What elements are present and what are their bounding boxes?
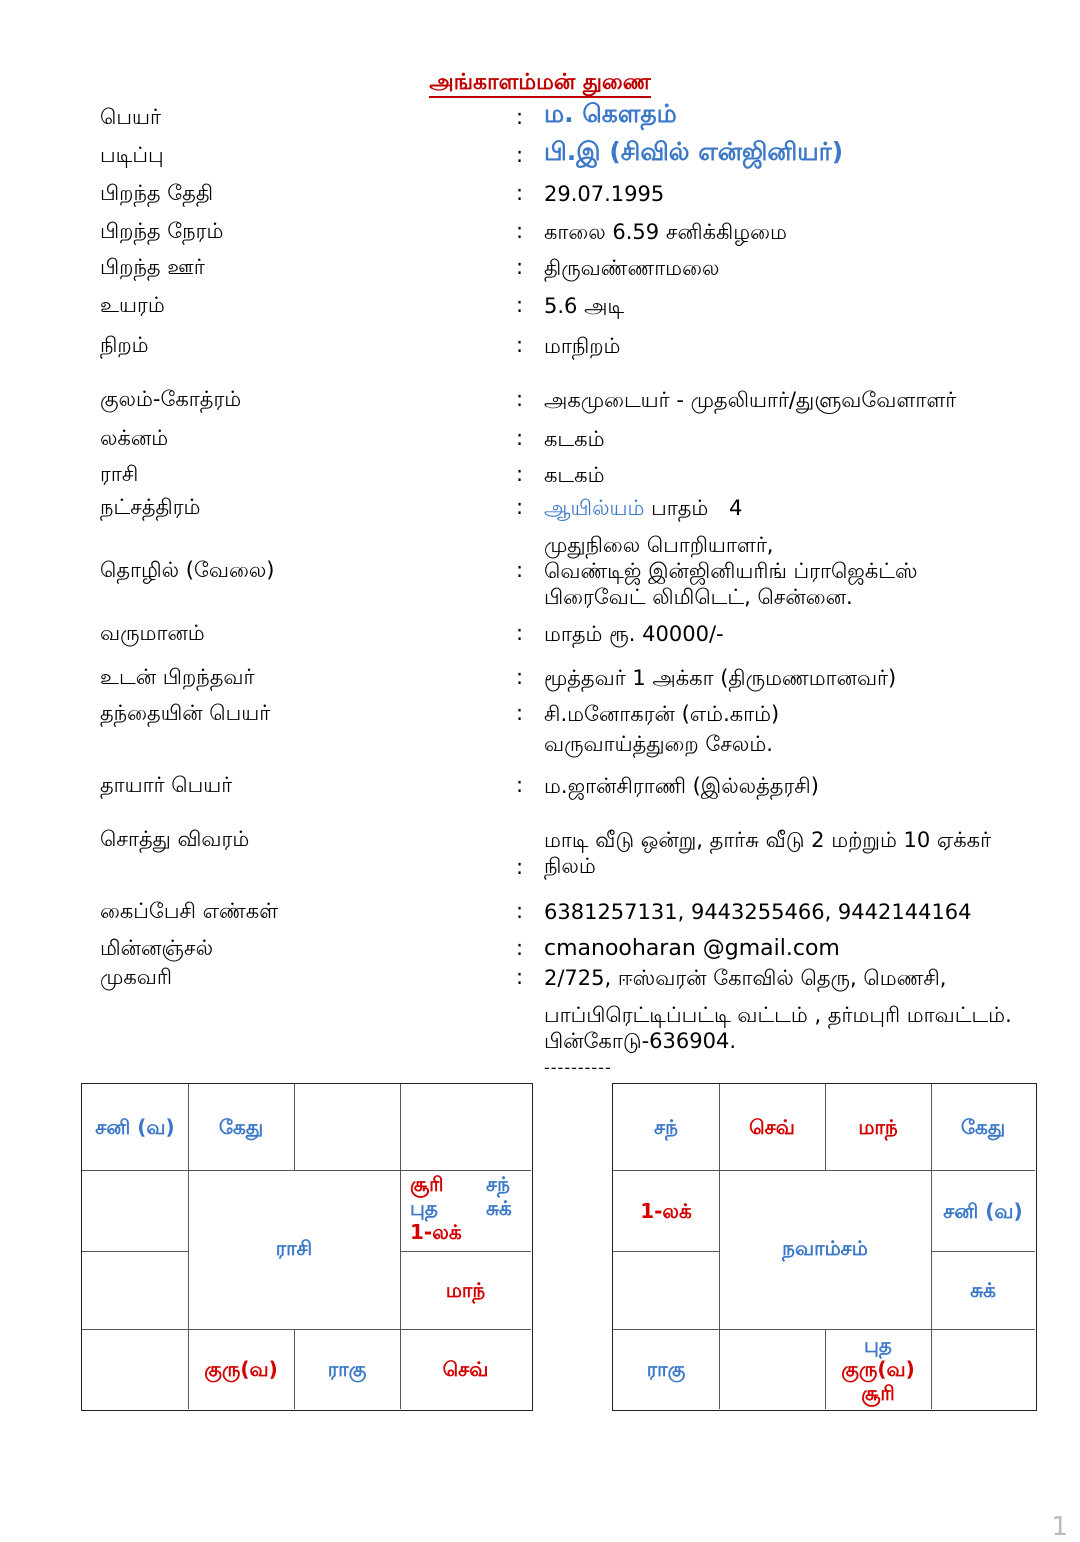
height-label: உயரம் bbox=[100, 293, 165, 317]
email-value: cmanooharan @gmail.com bbox=[544, 936, 840, 961]
phones-value: 6381257131, 9443255466, 9442144164 bbox=[544, 900, 972, 924]
navamsam-cell-8 bbox=[825, 1329, 931, 1409]
lagnam-value: கடகம் bbox=[544, 427, 605, 451]
grid-line bbox=[82, 1251, 188, 1252]
star-padam-value: 4 bbox=[729, 496, 743, 520]
dob-value: 29.07.1995 bbox=[544, 182, 665, 206]
income-label: வருமானம் bbox=[100, 621, 205, 645]
tob-label: பிறந்த நேரம் bbox=[100, 219, 224, 243]
rasi-value: கடகம் bbox=[544, 463, 605, 487]
job-line-2: வெண்டிஜ் இன்ஜினியரிங் ப்ராஜெக்ட்ஸ் bbox=[544, 559, 918, 583]
email-label: மின்னஞ்சல் bbox=[100, 936, 214, 960]
name-value: ம. கௌதம் bbox=[544, 99, 677, 128]
colon: : bbox=[516, 426, 524, 450]
address-label: முகவரி bbox=[100, 965, 172, 989]
phones-label: கைப்பேசி எண்கள் bbox=[100, 899, 279, 923]
siblings-value: மூத்தவர் 1 அக்கா (திருமணமானவர்) bbox=[544, 666, 897, 690]
caste-value: அகமுடையர் - முதலியார்/துளுவவேளாளர் bbox=[544, 388, 957, 412]
colon: : bbox=[516, 219, 524, 243]
navamsam-cell-1: சந் bbox=[654, 1115, 678, 1139]
lagnam-marker: 1-லக் bbox=[410, 1220, 462, 1244]
rasi-cell-5 bbox=[400, 1170, 531, 1251]
navamsam-cell-9 bbox=[719, 1329, 825, 1409]
rasi-center-label: ராசி bbox=[275, 1236, 313, 1260]
navamsam-chart bbox=[612, 1083, 1037, 1411]
navamsam-cell-10: ராகு bbox=[646, 1357, 686, 1381]
caste-label: குலம்-கோத்ரம் bbox=[100, 387, 242, 411]
rasi-cell-3 bbox=[294, 1084, 400, 1170]
property-line-2: நிலம் bbox=[544, 854, 596, 878]
pob-value: திருவண்ணாமலை bbox=[544, 256, 720, 280]
rasi-cell-10 bbox=[82, 1329, 188, 1409]
rasi-cell-2: கேது bbox=[218, 1115, 264, 1139]
rasi-cell-1: சனி (வ) bbox=[95, 1115, 175, 1139]
planet-suri: சூரி bbox=[861, 1381, 895, 1405]
colon: : bbox=[516, 558, 524, 582]
rasi-cell-4 bbox=[400, 1084, 531, 1170]
colon: : bbox=[516, 495, 524, 519]
navamsam-cell-11 bbox=[613, 1251, 719, 1329]
star-label: நட்சத்திரம் bbox=[100, 495, 201, 519]
star-name: ஆயில்யம் bbox=[544, 496, 645, 520]
planet-chandran: சந் bbox=[486, 1172, 510, 1196]
job-line-1: முதுநிலை பொறியாளர், bbox=[544, 533, 774, 557]
planet-sukran: சுக் bbox=[486, 1196, 512, 1220]
education-label: படிப்பு bbox=[100, 143, 164, 167]
income-value: மாதம் ரூ. 40000/- bbox=[544, 622, 724, 646]
planet-guru: குரு(வ) bbox=[841, 1357, 915, 1381]
rasi-cell-6: மாந் bbox=[445, 1278, 486, 1302]
rasi-cell-7: செவ் bbox=[442, 1357, 489, 1381]
pob-label: பிறந்த ஊர் bbox=[100, 255, 205, 279]
colon: : bbox=[516, 773, 524, 797]
lagnam-label: லக்னம் bbox=[100, 426, 169, 450]
star-padam-label: பாதம் bbox=[651, 496, 709, 520]
colon: : bbox=[516, 899, 524, 923]
colon: : bbox=[516, 255, 524, 279]
complexion-label: நிறம் bbox=[100, 333, 149, 357]
education-value: பி.இ (சிவில் என்ஜினியர்) bbox=[544, 137, 844, 166]
page-number: 1 bbox=[1051, 1512, 1068, 1542]
colon: : bbox=[516, 333, 524, 357]
colon: : bbox=[516, 965, 524, 989]
navamsam-cell-2: செவ் bbox=[749, 1115, 795, 1139]
navamsam-center-label: நவாம்சம் bbox=[782, 1236, 868, 1260]
rasi-cell-8: ராகு bbox=[327, 1357, 367, 1381]
colon: : bbox=[516, 621, 524, 645]
colon: : bbox=[516, 462, 524, 486]
navamsam-cell-4: கேது bbox=[960, 1115, 1006, 1139]
tob-value: காலை 6.59 சனிக்கிழமை bbox=[544, 220, 787, 244]
job-label: தொழில் (வேலை) bbox=[100, 558, 275, 582]
property-label: சொத்து விவரம் bbox=[100, 827, 250, 851]
navamsam-cell-5: சனி (வ) bbox=[943, 1198, 1023, 1223]
colon: : bbox=[516, 293, 524, 317]
separator-dashes: ---------- bbox=[544, 1058, 612, 1077]
father-line-1: சி.மனோகரன் (எம்.காம்) bbox=[544, 702, 780, 726]
mother-label: தாயார் பெயர் bbox=[100, 773, 233, 797]
navamsam-cell-7 bbox=[931, 1329, 1035, 1409]
address-line-2: பாப்பிரெட்டிப்பட்டி வட்டம் , தர்மபுரி மாவட்டம். bbox=[544, 1003, 1012, 1027]
height-value: 5.6 அடி bbox=[544, 294, 625, 318]
planet-budhan: புத bbox=[864, 1333, 892, 1357]
rasi-label: ராசி bbox=[100, 462, 139, 486]
father-line-2: வருவாய்த்துறை சேலம். bbox=[544, 732, 773, 756]
navamsam-cell-6: சுக் bbox=[970, 1278, 996, 1302]
colon: : bbox=[516, 701, 524, 725]
father-label: தந்தையின் பெயர் bbox=[100, 701, 271, 725]
navamsam-cell-12: 1-லக் bbox=[640, 1198, 692, 1223]
property-line-1: மாடி வீடு ஒன்று, தார்சு வீடு 2 மற்றும் 10 ஏக்கர் bbox=[544, 828, 992, 852]
rasi-chart bbox=[81, 1083, 533, 1411]
colon: : bbox=[516, 855, 524, 879]
planet-suri: சூரி bbox=[410, 1172, 444, 1196]
colon: : bbox=[516, 936, 524, 960]
rasi-cell-9: குரு(வ) bbox=[204, 1357, 278, 1381]
job-line-3: பிரைவேட் லிமிடெட், சென்னை. bbox=[544, 585, 853, 609]
planet-budhan: புத bbox=[410, 1196, 438, 1220]
siblings-label: உடன் பிறந்தவர் bbox=[100, 665, 255, 689]
navamsam-cell-3: மாந் bbox=[858, 1115, 898, 1139]
colon: : bbox=[516, 665, 524, 689]
address-line-3: பின்கோடு-636904. bbox=[544, 1029, 736, 1053]
colon: : bbox=[516, 105, 524, 129]
colon: : bbox=[516, 143, 524, 167]
colon: : bbox=[516, 181, 524, 205]
star-value bbox=[544, 495, 742, 521]
dob-label: பிறந்த தேதி bbox=[100, 181, 214, 205]
mother-value: ம.ஜான்சிராணி (இல்லத்தரசி) bbox=[544, 774, 819, 798]
name-label: பெயர் bbox=[100, 105, 161, 129]
page-title: அங்காளம்மன் துணை bbox=[0, 70, 1080, 98]
colon: : bbox=[516, 387, 524, 411]
address-line-1: 2/725, ஈஸ்வரன் கோவில் தெரு, மெணசி, bbox=[544, 966, 947, 990]
complexion-value: மாநிறம் bbox=[544, 334, 621, 358]
